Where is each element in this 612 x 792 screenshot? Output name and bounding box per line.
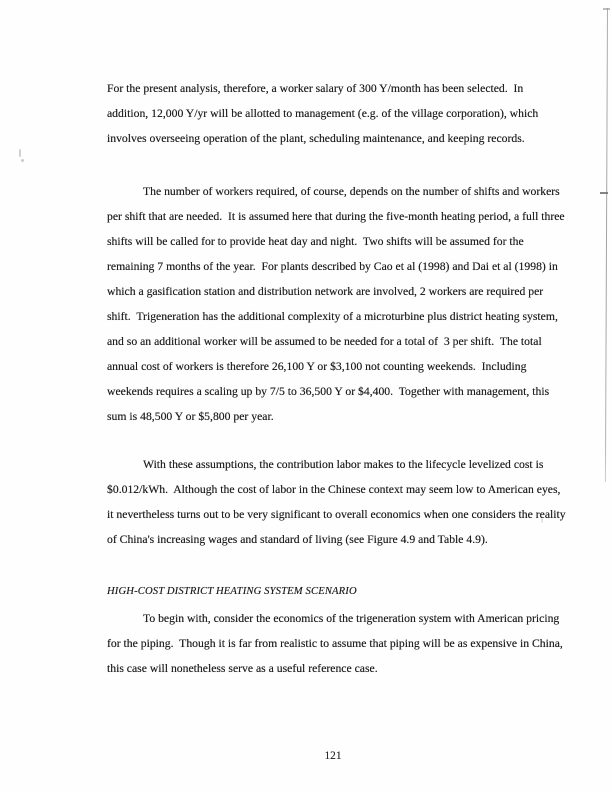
section-heading: HIGH-COST DISTRICT HEATING SYSTEM SCENARIO <box>107 586 357 597</box>
text-line: for the piping. Though it is far from realistic to assume that piping will be as expensive in China, <box>107 637 563 650</box>
text-line: remaining 7 months of the year. For plants described by Cao et al (1998) and Dai et al (1998) in <box>107 260 558 273</box>
text-line: annual cost of workers is therefore 26,100 Y or $3,100 not counting weekends. Including <box>107 360 527 373</box>
paragraph-high-cost-intro <box>107 606 563 681</box>
paragraph-labor-contribution <box>107 452 566 552</box>
text-line: With these assumptions, the contribution labor makes to the lifecycle levelized cost is <box>143 458 544 471</box>
text-block <box>107 76 566 681</box>
text-line: For the present analysis, therefore, a worker salary of 300 Y/month has been selected. In <box>107 82 524 95</box>
text-line: $0.012/kWh. Although the cost of labor in the Chinese context may seem low to American eyes, <box>107 483 561 496</box>
text-line: this case will nonetheless serve as a useful reference case. <box>107 662 378 675</box>
paragraph-worker-salary <box>107 76 559 151</box>
scan-tick-artifact <box>600 192 608 194</box>
text-line: involves overseeing operation of the plant, scheduling maintenance, and keeping records. <box>107 132 525 145</box>
text-line: of China's increasing wages and standard of living (see Figure 4.9 and Table 4.9). <box>107 533 488 546</box>
text-line: and so an additional worker will be assumed to be needed for a total of 3 per shift. The total <box>107 335 542 348</box>
scan-speck-left <box>19 149 21 157</box>
text-line: shift. Trigeneration has the additional complexity of a microturbine plus district heating system, <box>107 310 558 323</box>
scan-tick-artifact-top <box>603 8 610 10</box>
text-line: addition, 12,000 Y/yr will be allotted to management (e.g. of the village corporation), which <box>107 107 539 120</box>
text-line: which a gasification station and distribution network are involved, 2 workers are required per <box>107 285 544 298</box>
paragraph-workers-shifts <box>107 179 565 429</box>
text-line: The number of workers required, of course, depends on the number of shifts and workers <box>143 185 560 198</box>
text-line: shifts will be called for to provide heat day and night. Two shifts will be assumed for the <box>107 235 524 248</box>
page-number: 121 <box>324 750 342 762</box>
scan-edge-line-artifact <box>605 8 608 482</box>
text-line: per shift that are needed. It is assumed here that during the five-month heating period, a full three <box>107 210 565 223</box>
scan-speck-left-dot <box>21 159 24 162</box>
text-line: weekends requires a scaling up by 7/5 to 36,500 Y or $4,400. Together with management, this <box>107 385 550 398</box>
text-line: sum is 48,500 Y or $5,800 per year. <box>107 410 274 423</box>
text-line: To begin with, consider the economics of the trigeneration system with American pricing <box>143 612 560 625</box>
text-line: it nevertheless turns out to be very significant to overall economics when one considers the reality <box>107 508 566 521</box>
